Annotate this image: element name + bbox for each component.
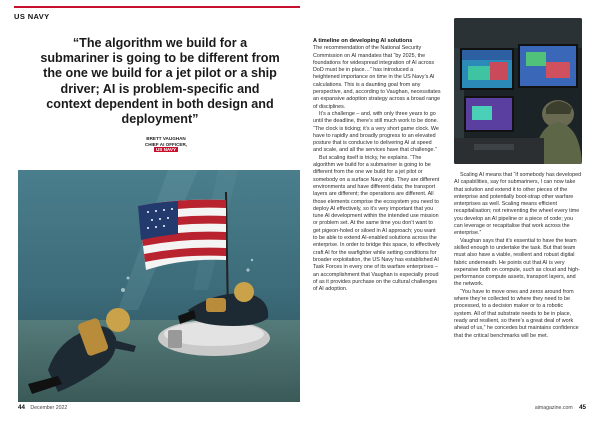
article-paragraph: Vaughan says that it’s essential to have the team skilled enough to undertake the task. But that team must also have a viable, resilient and robust digital fabric underneath. He points out that AI is very expensive both on compute, such as cloud and high-performance compute assets, transport layers, and the network. [454,237,580,288]
divers-flag-photo [18,170,300,402]
article-subhead: A timeline on developing AI solutions [313,38,413,44]
site-url[interactable]: aimagazine.com [534,405,573,411]
page-number-right: 45 [579,404,586,411]
footer-right [535,404,586,411]
article-paragraph: “You have to move ones and zeros around from where they’re collected to where they need to be processed, to a decision maker or to a robotic system. All of that substrate needs to be in place, ready and resilient, so there’s a great deal of work ahead of us,” he concedes but maintains confidence that the critical benchmarks will be met. [454,288,579,339]
monitor-right-graphic [518,44,578,88]
article-paragraph: The recommendation of the National Security Commission on AI mandates that “by 2025, the foundations for widespread integration of AI across DoD must be in place…” has introduced a heightened importance on time in the US Navy’s AI calculations. This is a daunting goal from any perspective, and, according to Vaughan, necessitates an expansive adoption strategy across a broad range of disciplines. [313,45,441,110]
header-rule [14,6,300,8]
section-label: US NAVY [14,12,50,21]
issue-date: December 2022 [30,405,68,411]
article-paragraph: It’s a challenge – and, with only three years to go until the deadline, there’s still much work to be done. “The clock is ticking; it’s a very short game clock. We have to rapidly and broadly progress to an elevated posture that is conducive to delivering AI at speed and scale, and all the services have that challenge.” [313,110,439,154]
pull-quote: “The algorithm we build for a submariner is going to be different from the one we build for a jet pilot or a ship driver; AI is problem-specific and context dependent in both design and deployment” [40,36,280,127]
article-paragraph: Scaling AI means that “if somebody has developed AI capabilities, say for submariners, I can now take that solution and extend it to other pieces of the enterprise and potentially boot-strap other warfare enterprises as well. Scaling means efficient recapitalisation; not reinventing the wheel every time you develop an AI pipeline or a piece of code; you can leverage or recapitalise that work across the enterprise.” [454,172,582,237]
attribution-org: US NAVY [155,147,177,153]
article-column-1 [313,38,441,293]
attribution-name: BRETT VAUGHAN [146,136,186,141]
us-flag-graphic [138,200,226,270]
article-column-2 [454,172,582,340]
workstation-photo [454,18,582,164]
attribution-title: CHIEF AI OFFICER, [144,141,188,147]
footer-left [18,404,67,411]
monitor-left-graphic [460,48,514,90]
article-paragraph: But scaling itself is tricky, he explains. “The algorithm we build for a submariner is going to be different from the one we build for a jet pilot or somebody on a surface Navy ship. They are different environments and have different data; the transport layers are different; the operations are different. All those elements comprise the ecosystem you need to deploy AI effectively, so it’s very important that you tune AI development within the intended use mission or problem set. At the same time you don’t want to get pigeon-holed or siloed in AI approach; you want to be able to extend AI-enabled solutions across the enterprise. In order to bridge this space, to effectively craft AI for the warfighter while setting conditions for broader exploitation, the US Navy has established AI Task Forces in every one of its warfare enterprises – an accomplishment that Vaughan is especially proud of as it provides purchase on the cultural challenges of AI adoption. [313,154,440,293]
page-number-left: 44 [18,404,25,411]
quote-attribution [138,136,194,153]
monitor-bottom-graphic [464,96,514,132]
